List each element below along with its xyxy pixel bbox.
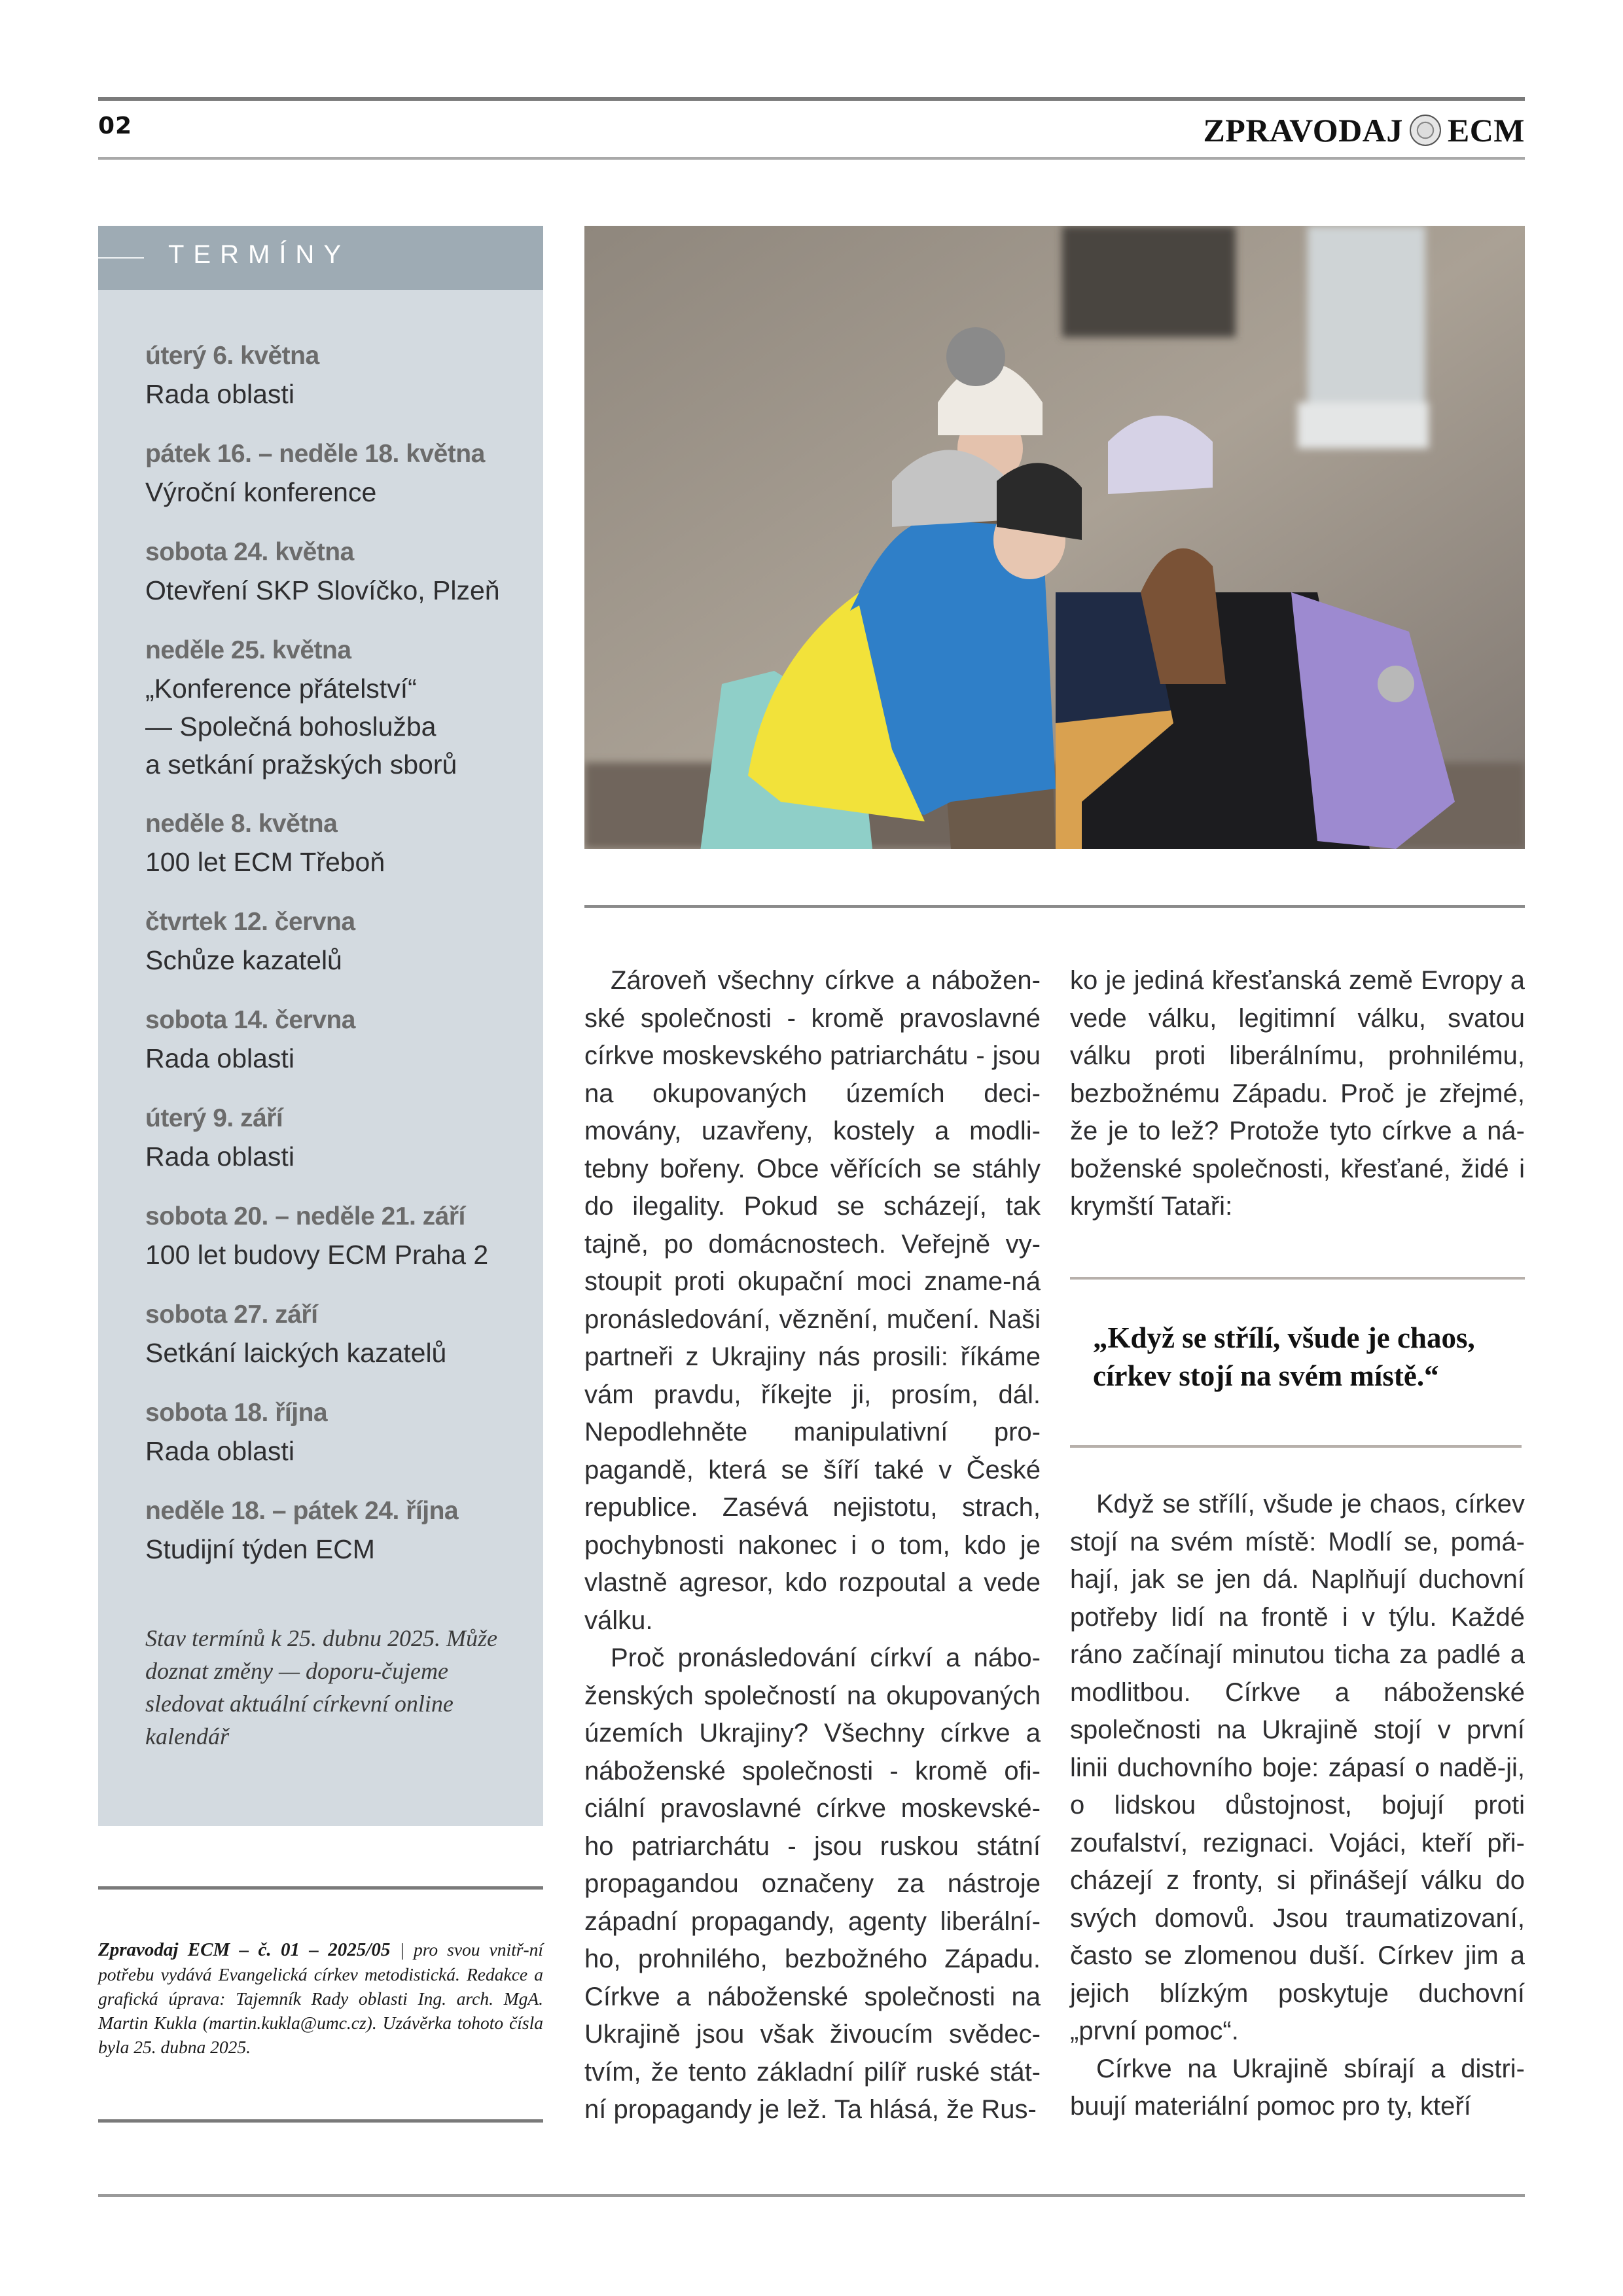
photo-illustration [584,226,1525,849]
photo-bottom-rule [584,905,1525,908]
event-date: sobota 18. října [145,1399,328,1427]
sidebar-event [145,435,531,511]
event-date: sobota 20. – neděle 21. září [145,1202,465,1230]
colophon-top-rule [98,1886,543,1890]
event-date: pátek 16. – neděle 18. května [145,440,485,468]
event-title: Schůze kazatelů [145,945,342,975]
event-date: úterý 6. května [145,342,319,370]
sidebar-header [98,226,543,290]
event-title: 100 let budovy ECM Praha 2 [145,1240,489,1270]
event-title: „Konference přátelství“ [145,673,417,704]
sidebar-title: TERMÍNY [168,240,350,269]
article-column-2-bottom [1070,1486,1525,2126]
sidebar-event [145,1100,531,1175]
page-number: 02 [98,113,133,139]
colophon-title: Zpravodaj ECM – č. 01 – 2025/05 [98,1939,391,1960]
event-title: 100 let ECM Třeboň [145,847,385,877]
event-title: a setkání pražských sborů [145,749,457,780]
event-date: úterý 9. září [145,1104,283,1132]
masthead-logo [1203,111,1525,149]
event-title: Výroční konference [145,477,377,507]
article-column-2-top [1070,962,1525,1226]
article-paragraph: Zároveň všechny církve a nábožen-ské společnosti - kromě pravoslavné církve moskevského patriarchátu - jsou na okupovaných územích deci-movány, uzavřeny, kostely a modli-tebny bořeny. Obce věřících se stáhly do ilegality. Pokud se scházejí, tak tajně, po domácnostech. Veřejně vy-stoupit proti okupační moci zname-ná pronásledování, věznění, mučení. Naši partneři z Ukrajiny nás prosili: říkáme vám pravdu, říkejte ji, prosím, dál. Nepodlehněte manipulativní pro-pagandě, která se šíří také v České republice. Zasévá nejistotu, strach, pochybnosti nakonec i o tom, kdo je vlastně agresor, kdo rozpoutal a vede válku. [584,966,1041,1635]
logo-text-left: ZPRAVODAJ [1203,112,1403,149]
event-title: Setkání laických kazatelů [145,1338,447,1368]
sidebar-header-line [98,257,144,259]
event-date: neděle 8. května [145,810,338,838]
colophon-separator: | [399,1939,404,1960]
pull-quote: „Když se střílí, všude je chaos, církev stojí na svém místě.“ [1093,1321,1475,1392]
sidebar-event [145,1492,531,1568]
sidebar-event [145,337,531,413]
article-photo [584,226,1525,849]
sidebar-event [145,903,531,979]
seal-icon [1410,115,1441,146]
sidebar-event [145,805,531,881]
header-bottom-rule [98,157,1525,160]
event-date: čtvrtek 12. června [145,908,355,936]
event-title: Rada oblasti [145,379,294,409]
event-date: neděle 18. – pátek 24. října [145,1497,459,1525]
article-paragraph: Církve na Ukrajině sbírají a distri-buují materiální pomoc pro ty, kteří [1070,2054,1525,2121]
colophon [98,1937,543,2059]
event-title: — Společná bohoslužba [145,711,437,742]
event-title: Rada oblasti [145,1141,294,1172]
article-paragraph: ko je jediná křesťanská země Evropy a vede válku, legitimní válku, svatou válku proti liberálnímu, prohnilému, bezbožnému Západu. Proč je zřejmé, že je to lež? Protože tyto církve a ná-boženské společnosti, křesťané, židé i krymští Tataři: [1070,966,1525,1221]
sidebar-note: Stav termínů k 25. dubnu 2025. Může doznat změny — doporu-čujeme sledovat aktuální církevní online kalendář [145,1625,497,1749]
sidebar-event [145,533,531,609]
sidebar-event [145,1394,531,1470]
pull-quote-top-rule [1070,1277,1525,1280]
photo-window-left [1062,226,1236,337]
event-date: sobota 24. května [145,538,354,566]
logo-text-right: ECM [1447,112,1525,149]
sidebar-event [145,1001,531,1077]
article-paragraph: Proč pronásledování církví a nábo-ženských společností na okupovaných územích Ukrajiny? Všechny církve a náboženské společnosti - kromě ofi-ciální pravoslavné církve moskevské-ho patriarchátu - jsou ruskou státní propagandou označeny za nástroje západní propagandy, agenty liberální-ho, prohnilého, bezbožného Západu. Církve a náboženské společnosti na Ukrajině jsou však živoucím svědec-tvím, že tento základní pilíř ruské stát-ní propagandy je lež. Ta hlásá, že Rus- [584,1643,1041,2124]
event-date: neděle 25. května [145,636,351,664]
pull-quote-bottom-rule [1070,1445,1522,1448]
event-title: Otevření SKP Slovíčko, Plzeň [145,575,500,605]
sidebar-event [145,1198,531,1274]
event-date: sobota 27. září [145,1300,318,1329]
sidebar-event [145,632,531,783]
colophon-bottom-rule [98,2119,543,2123]
colophon-text: pro svou vnitř-ní potřebu vydává Evangelická církev metodistická. Redakce a grafická úprava: Tajemník Rady oblasti Ing. arch. MgA. Martin Kukla (martin.kukla@umc.cz). Uzávěrka tohoto čísla byla 25. dubna 2025. [98,1939,544,2057]
article-column-1 [584,962,1041,2129]
footer-rule [98,2194,1525,2197]
article-paragraph: Když se střílí, všude je chaos, církev stojí na svém místě: Modlí se, pomá-hají, jak se jen dá. Naplňují duchovní potřeby lidí na frontě i v týlu. Každé ráno začínají minutou ticha za padlé a modlitbou. Církve a náboženské společnosti na Ukrajině stojí v první linii duchovního boje: zápasí o nadě-ji, o lidskou důstojnost, bojují proti zoufalství, rezignaci. Vojáci, kteří při-cházejí z fronty, si přinášejí válku do svých domovů. Jsou traumatizovaní, často se zlomenou duší. Církev jim a jejich blízkým poskytuje duchovní „první pomoc“. [1070,1490,1525,2045]
event-title: Studijní týden ECM [145,1534,375,1564]
event-date: sobota 14. června [145,1006,355,1034]
sidebar-events [98,290,543,1826]
event-title: Rada oblasti [145,1043,294,1073]
sidebar-event [145,1296,531,1372]
header-top-rule [98,97,1525,101]
event-title: Rada oblasti [145,1436,294,1466]
